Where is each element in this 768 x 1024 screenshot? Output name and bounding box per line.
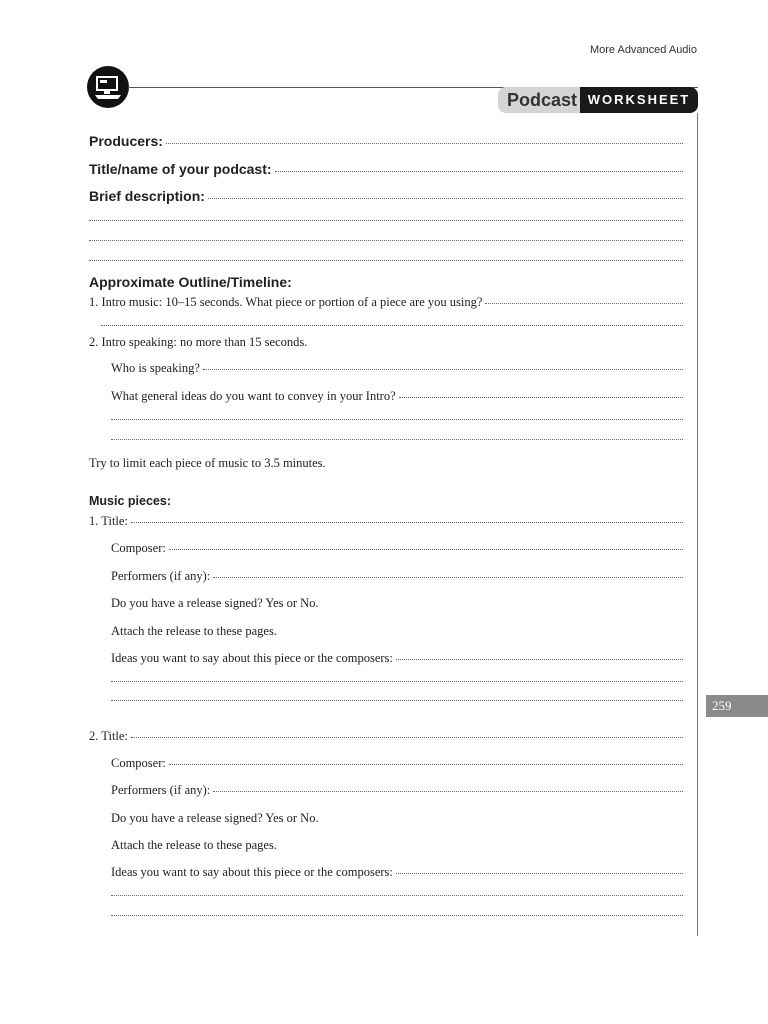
performers-input-line[interactable] <box>213 790 683 792</box>
running-head: More Advanced Audio <box>589 44 697 56</box>
piece-ideas-label: Ideas you want to say about this piece or the composers: <box>111 865 393 879</box>
producers-label: Producers: <box>89 133 163 149</box>
brief-description-input-line[interactable] <box>208 197 683 199</box>
piece-ideas-blank-line[interactable] <box>111 700 683 701</box>
composer-input-line[interactable] <box>169 548 683 550</box>
release-question: Do you have a release signed? Yes or No. <box>111 596 319 610</box>
composer-label: Composer: <box>111 541 166 555</box>
margin-rule <box>697 113 698 936</box>
intro-music-field <box>89 295 683 310</box>
piece-ideas-blank-line[interactable] <box>111 915 683 916</box>
performers-field <box>111 569 683 584</box>
general-ideas-input-line[interactable] <box>399 396 683 398</box>
attach-release-note: Attach the release to these pages. <box>111 838 277 852</box>
composer-field <box>111 756 683 771</box>
podcast-title-field <box>89 161 683 177</box>
music-pieces-heading: Music pieces: <box>89 494 171 508</box>
description-blank-line[interactable] <box>89 220 683 221</box>
brief-description-label: Brief description: <box>89 188 205 204</box>
piece-ideas-blank-line[interactable] <box>111 681 683 682</box>
music-limit-note: Try to limit each piece of music to 3.5 minutes. <box>89 456 326 470</box>
intro-music-input-line[interactable] <box>485 302 683 304</box>
piece-ideas-input-line[interactable] <box>396 872 683 874</box>
description-blank-line[interactable] <box>89 240 683 241</box>
piece-title-label: 2. Title: <box>89 729 128 743</box>
piece-title-field <box>89 729 683 744</box>
piece-ideas-label: Ideas you want to say about this piece or the composers: <box>111 651 393 665</box>
piece-title-field <box>89 514 683 529</box>
release-question: Do you have a release signed? Yes or No. <box>111 811 319 825</box>
brief-description-field <box>89 188 683 204</box>
producers-field <box>89 133 683 149</box>
piece-title-input-line[interactable] <box>131 521 683 523</box>
general-ideas-field <box>111 389 683 404</box>
podcast-title-label: Title/name of your podcast: <box>89 161 272 177</box>
piece-ideas-field <box>111 865 683 880</box>
intro-speaking-label: 2. Intro speaking: no more than 15 seconds. <box>89 335 308 349</box>
performers-input-line[interactable] <box>213 576 683 578</box>
attach-release-note: Attach the release to these pages. <box>111 624 277 638</box>
piece-ideas-field <box>111 651 683 666</box>
performers-label: Performers (if any): <box>111 783 211 797</box>
general-ideas-blank-line[interactable] <box>111 439 683 440</box>
intro-music-blank-line[interactable] <box>101 325 683 326</box>
podcast-tab: Podcast <box>498 87 588 113</box>
piece-title-input-line[interactable] <box>131 736 683 738</box>
piece-title-label: 1. Title: <box>89 514 128 528</box>
general-ideas-label: What general ideas do you want to convey in your Intro? <box>111 389 396 403</box>
composer-label: Composer: <box>111 756 166 770</box>
intro-music-label: 1. Intro music: 10–15 seconds. What piece or portion of a piece are you using? <box>89 295 483 309</box>
who-speaking-label: Who is speaking? <box>111 361 200 375</box>
performers-field <box>111 783 683 798</box>
who-speaking-field <box>111 361 683 376</box>
piece-ideas-input-line[interactable] <box>396 658 683 660</box>
podcast-title-input-line[interactable] <box>275 170 683 172</box>
page-number: 259 <box>706 695 768 717</box>
piece-ideas-blank-line[interactable] <box>111 895 683 896</box>
producers-input-line[interactable] <box>166 142 683 144</box>
general-ideas-blank-line[interactable] <box>111 419 683 420</box>
outline-heading: Approximate Outline/Timeline: <box>89 274 292 290</box>
composer-field <box>111 541 683 556</box>
performers-label: Performers (if any): <box>111 569 211 583</box>
composer-input-line[interactable] <box>169 763 683 765</box>
who-speaking-input-line[interactable] <box>203 368 683 370</box>
description-blank-line[interactable] <box>89 260 683 261</box>
computer-logo-icon <box>87 66 129 108</box>
worksheet-tab: WORKSHEET <box>580 87 698 113</box>
